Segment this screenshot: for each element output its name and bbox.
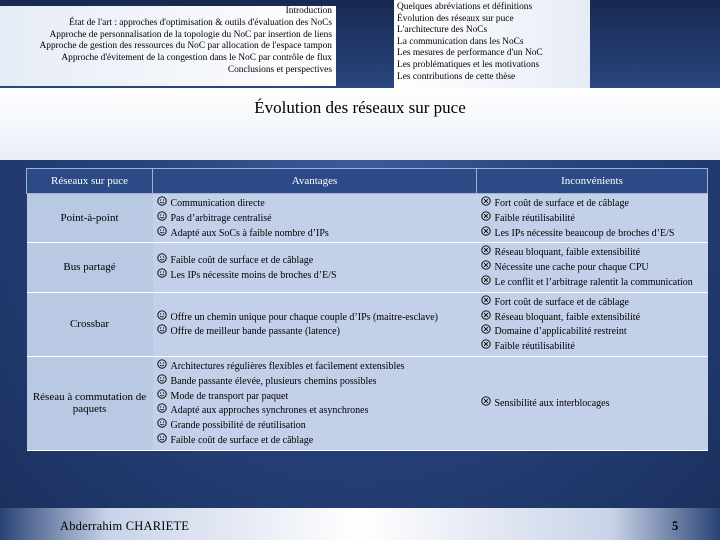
advantage-item	[157, 389, 475, 404]
row-header: Crossbar	[27, 292, 153, 356]
advantage-item	[157, 268, 475, 283]
drawback-text: Les IPs nécessite beaucoup de broches d’E/S	[494, 227, 675, 239]
advantages-cell	[153, 356, 477, 450]
smile-icon	[157, 418, 167, 433]
advantage-item	[157, 196, 475, 211]
drawback-item	[481, 226, 706, 241]
smile-icon	[157, 324, 167, 339]
smile-icon	[157, 359, 167, 374]
row-header: Bus partagé	[27, 243, 153, 292]
smile-icon	[157, 268, 167, 283]
smile-icon	[157, 211, 167, 226]
table-row	[27, 194, 708, 243]
table-row	[27, 292, 708, 356]
advantages-cell	[153, 194, 477, 243]
advantage-text: Grande possibilité de réutilisation	[170, 420, 306, 432]
row-header: Point-à-point	[27, 194, 153, 243]
advantage-item	[157, 310, 475, 325]
drawback-text: Nécessite une cache pour chaque CPU	[494, 262, 649, 274]
cross-circle-icon	[481, 245, 491, 260]
smile-icon	[157, 253, 167, 268]
drawback-item	[481, 245, 706, 260]
nav-item[interactable]: Approche de personnalisation de la topologie du NoC par insertion de liens	[49, 29, 332, 40]
smile-icon	[157, 196, 167, 211]
page-number: 5	[672, 519, 679, 533]
nav-item[interactable]: Conclusions et perspectives	[227, 64, 332, 75]
drawbacks-cell	[477, 292, 708, 356]
drawback-item	[481, 324, 706, 339]
nav-item[interactable]: Approche de gestion des ressources du NoC par allocation de l'espace tampon	[39, 41, 332, 52]
smile-icon	[157, 310, 167, 325]
drawback-text: Réseau bloquant, faible extensibilité	[494, 247, 641, 259]
drawback-text: Faible réutilisabilité	[494, 212, 575, 224]
drawbacks-cell	[477, 243, 708, 292]
cross-circle-icon	[481, 260, 491, 275]
subnav-item[interactable]: Quelques abréviations et définitions	[397, 2, 533, 12]
smile-icon	[157, 374, 167, 389]
drawback-text: Domaine d’applicabilité restreint	[494, 326, 627, 338]
row-header: Réseau à commutation de paquets	[27, 356, 153, 450]
drawback-item	[481, 396, 706, 411]
nav-item[interactable]: État de l'art : approches d'optimisation & outils d'évaluation des NoCs	[69, 17, 332, 28]
advantage-text: Offre un chemin unique pour chaque couple d’IPs (maitre-esclave)	[170, 311, 438, 323]
drawback-text: Le conflit et l’arbitrage ralentit la communication	[494, 276, 693, 288]
advantage-text: Faible coût de surface et de câblage	[170, 254, 314, 266]
subnav-item[interactable]: Les problématiques et les motivations	[397, 59, 540, 70]
drawbacks-cell	[477, 194, 708, 243]
smile-icon	[157, 389, 167, 404]
advantage-text: Pas d’arbitrage centralisé	[170, 212, 272, 224]
table-body	[27, 194, 708, 451]
drawback-item	[481, 310, 706, 325]
advantage-item	[157, 253, 475, 268]
advantage-item	[157, 359, 475, 374]
advantage-item	[157, 374, 475, 389]
advantages-cell	[153, 243, 477, 292]
column-header: Réseaux sur puce	[27, 169, 153, 194]
subnav-item[interactable]: L'architecture des NoCs	[397, 25, 488, 36]
drawback-item	[481, 260, 706, 275]
advantage-text: Les IPs nécessite moins de broches d’E/S	[170, 269, 337, 281]
cross-circle-icon	[481, 339, 491, 354]
subnav-item[interactable]: Évolution des réseaux sur puce	[397, 13, 514, 24]
drawback-text: Fort coût de surface et de câblage	[494, 296, 629, 308]
comparison-table	[26, 168, 708, 451]
advantage-item	[157, 433, 475, 448]
drawback-item	[481, 339, 706, 354]
drawback-item	[481, 275, 706, 290]
table-header-row	[27, 169, 708, 194]
cross-circle-icon	[481, 396, 491, 411]
nav-item-current[interactable]: Introduction	[285, 6, 332, 16]
drawback-item	[481, 211, 706, 226]
drawback-text: Faible réutilisabilité	[494, 341, 575, 353]
advantage-text: Communication directe	[170, 198, 265, 209]
subnav-item[interactable]: La communication dans les NoCs	[397, 36, 524, 47]
cross-circle-icon	[481, 196, 491, 211]
cross-circle-icon	[481, 324, 491, 339]
footer-author: Abderrahim CHARIETE	[60, 519, 190, 533]
outline-nav-right	[394, 0, 590, 88]
advantage-item	[157, 226, 475, 241]
subnav-item[interactable]: Les mesures de performance d'un NoC	[397, 48, 543, 59]
slide-title: Évolution des réseaux sur puce	[254, 98, 466, 117]
advantages-cell	[153, 292, 477, 356]
advantage-text: Offre de meilleur bande passante (latence)	[170, 326, 340, 338]
advantage-text: Bande passante élevée, plusieurs chemins possibles	[170, 375, 377, 387]
advantage-item	[157, 403, 475, 418]
table-row	[27, 243, 708, 292]
nav-item[interactable]: Approche d'évitement de la congestion dans le NoC par contrôle de flux	[61, 53, 332, 64]
drawback-text: Sensibilité aux interblocages	[494, 397, 610, 409]
smile-icon	[157, 403, 167, 418]
drawback-item	[481, 295, 706, 310]
column-header: Inconvénients	[477, 169, 708, 194]
cross-circle-icon	[481, 226, 491, 241]
drawbacks-cell	[477, 356, 708, 450]
advantage-text: Mode de transport par paquet	[170, 390, 289, 402]
cross-circle-icon	[481, 310, 491, 325]
outline-nav-left	[0, 6, 336, 86]
advantage-text: Adapté aux approches synchrones et asynchrones	[170, 405, 369, 417]
advantage-item	[157, 324, 475, 339]
advantage-item	[157, 418, 475, 433]
drawback-text: Fort coût de surface et de câblage	[494, 198, 629, 209]
smile-icon	[157, 226, 167, 241]
drawback-item	[481, 196, 706, 211]
subnav-item[interactable]: Les contributions de cette thèse	[397, 71, 516, 82]
advantage-text: Adapté aux SoCs à faible nombre d’IPs	[170, 227, 329, 239]
cross-circle-icon	[481, 275, 491, 290]
cross-circle-icon	[481, 295, 491, 310]
advantage-text: Architectures régulières flexibles et facilement extensibles	[170, 360, 405, 372]
column-header: Avantages	[153, 169, 477, 194]
table-row	[27, 356, 708, 450]
cross-circle-icon	[481, 211, 491, 226]
smile-icon	[157, 433, 167, 448]
drawback-text: Réseau bloquant, faible extensibilité	[494, 311, 641, 323]
advantage-text: Faible coût de surface et de câblage	[170, 434, 314, 446]
advantage-item	[157, 211, 475, 226]
